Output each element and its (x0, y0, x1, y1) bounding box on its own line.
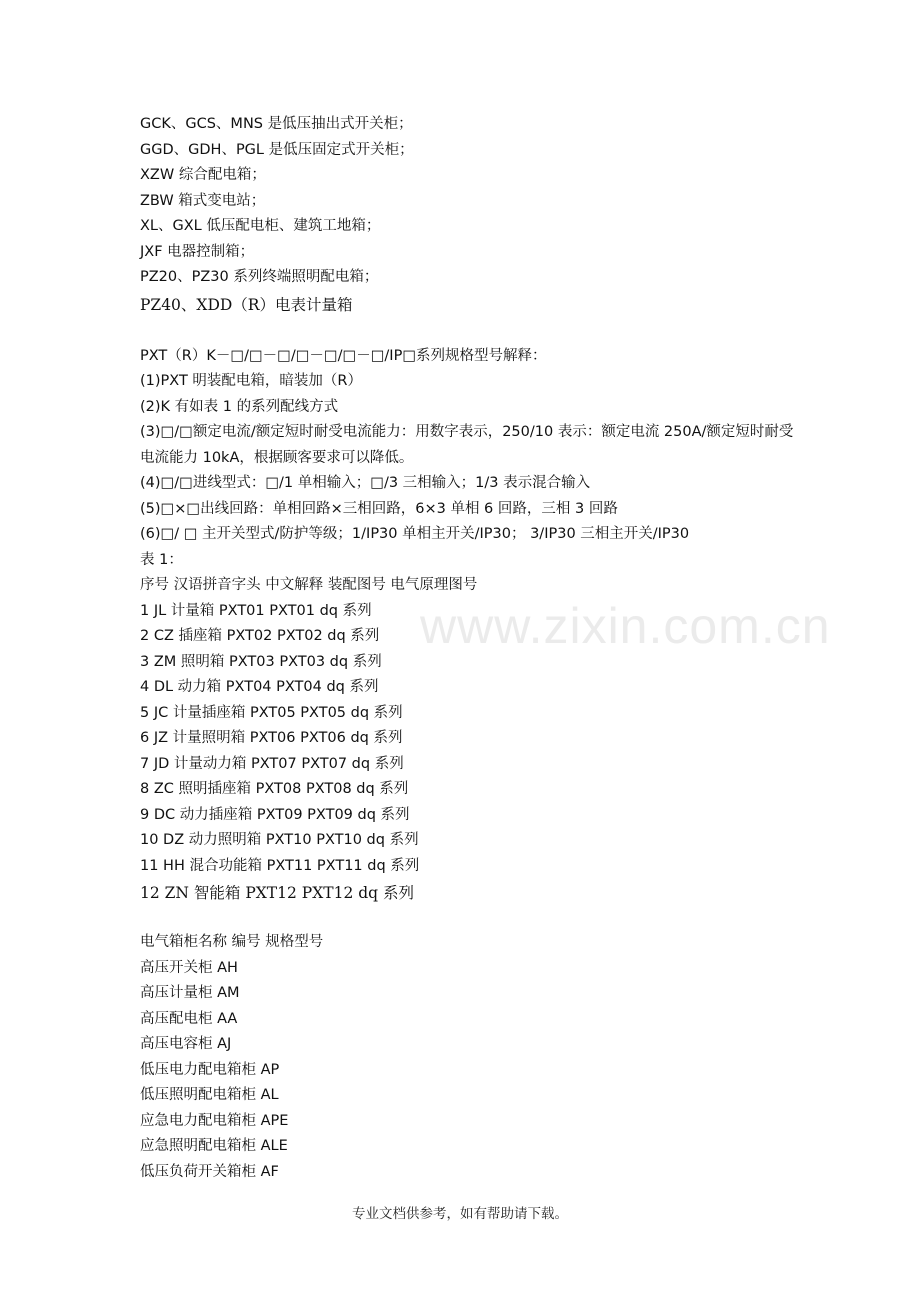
table-header: 序号 汉语拼音字头 中文解释 装配图号 电气原理图号 (140, 577, 478, 593)
table-row: 5 JC 计量插座箱 PXT05 PXT05 dq 系列 (140, 704, 403, 721)
text-line: (3)□/□额定电流/额定短时耐受电流能力：用数字表示，250/10 表示：额定电流 250A/额定短时耐受电流能力 10kA，根据顾客要求可以降低。 (140, 424, 794, 466)
table-row: 4 DL 动力箱 PXT04 PXT04 dq 系列 (140, 679, 379, 695)
text-line: (4)□/□进线型式：□/1 单相输入；□/3 三相输入；1/3 表示混合输入 (140, 475, 591, 491)
document-body (140, 112, 800, 1185)
spacer (140, 319, 800, 344)
table-row: 低压照明配电箱柜 AL (140, 1087, 279, 1103)
table-row: 低压负荷开关箱柜 AF (140, 1163, 279, 1180)
text-line: GCK、GCS、MNS 是低压抽出式开关柜； (140, 116, 413, 132)
table-row: 6 JZ 计量照明箱 PXT06 PXT06 dq 系列 (140, 730, 403, 746)
table-caption: 表 1： (140, 551, 183, 568)
table-row: 12 ZN 智能箱 PXT12 PXT12 dq 系列 (140, 884, 415, 902)
table-row: 3 ZM 照明箱 PXT03 PXT03 dq 系列 (140, 653, 382, 670)
text-line: PXT（R）K－□/□－□/□－□/□－□/IP□系列规格型号解释： (140, 347, 547, 364)
watermark: www.zixin.com.cn (420, 598, 831, 654)
spacer (140, 907, 800, 930)
table-row: 2 CZ 插座箱 PXT02 PXT02 dq 系列 (140, 628, 380, 644)
table-row: 应急照明配电箱柜 ALE (140, 1138, 288, 1154)
text-line: ZBW 箱式变电站； (140, 192, 266, 209)
text-line: (1)PXT 明装配电箱，暗装加（R） (140, 373, 363, 389)
table-row: 应急电力配电箱柜 APE (140, 1112, 289, 1129)
text-line: PZ40、XDD（R）电表计量箱 (140, 295, 353, 314)
table-row: 高压配电柜 AA (140, 1010, 238, 1027)
table-row: 11 HH 混合功能箱 PXT11 PXT11 dq 系列 (140, 857, 420, 874)
table-row: 高压电容柜 AJ (140, 1036, 232, 1052)
text-line: (6)□/ □ 主开关型式/防护等级；1/IP30 单相主开关/IP30； 3/IP30 三相主开关/IP30 (140, 526, 690, 542)
text-line: (2)K 有如表 1 的系列配线方式 (140, 398, 339, 415)
text-line: JXF 电器控制箱； (140, 243, 255, 260)
text-line: PZ20、PZ30 系列终端照明配电箱； (140, 269, 379, 285)
table-row: 9 DC 动力插座箱 PXT09 PXT09 dq 系列 (140, 806, 410, 823)
table-row: 8 ZC 照明插座箱 PXT08 PXT08 dq 系列 (140, 781, 409, 797)
table-row: 低压电力配电箱柜 AP (140, 1061, 280, 1078)
text-line: XZW 综合配电箱； (140, 167, 266, 183)
table-row: 7 JD 计量动力箱 PXT07 PXT07 dq 系列 (140, 755, 404, 772)
switchgear-types-list (140, 112, 800, 319)
pxt-model-explanation (140, 344, 800, 908)
text-line: XL、GXL 低压配电柜、建筑工地箱； (140, 218, 381, 234)
table-row: 高压开关柜 AH (140, 959, 238, 976)
cabinet-code-list (140, 930, 800, 1185)
table-row: 1 JL 计量箱 PXT01 PXT01 dq 系列 (140, 602, 372, 619)
table-row: 高压计量柜 AM (140, 985, 240, 1001)
text-line: GGD、GDH、PGL 是低压固定式开关柜； (140, 141, 414, 158)
table-row: 10 DZ 动力照明箱 PXT10 PXT10 dq 系列 (140, 832, 419, 848)
table-header: 电气箱柜名称 编号 规格型号 (140, 934, 324, 950)
text-line: (5)□×□出线回路：单相回路×三相回路，6×3 单相 6 回路，三相 3 回路 (140, 500, 618, 517)
page-footer: 专业文档供参考，如有帮助请下载。 (352, 1206, 568, 1222)
